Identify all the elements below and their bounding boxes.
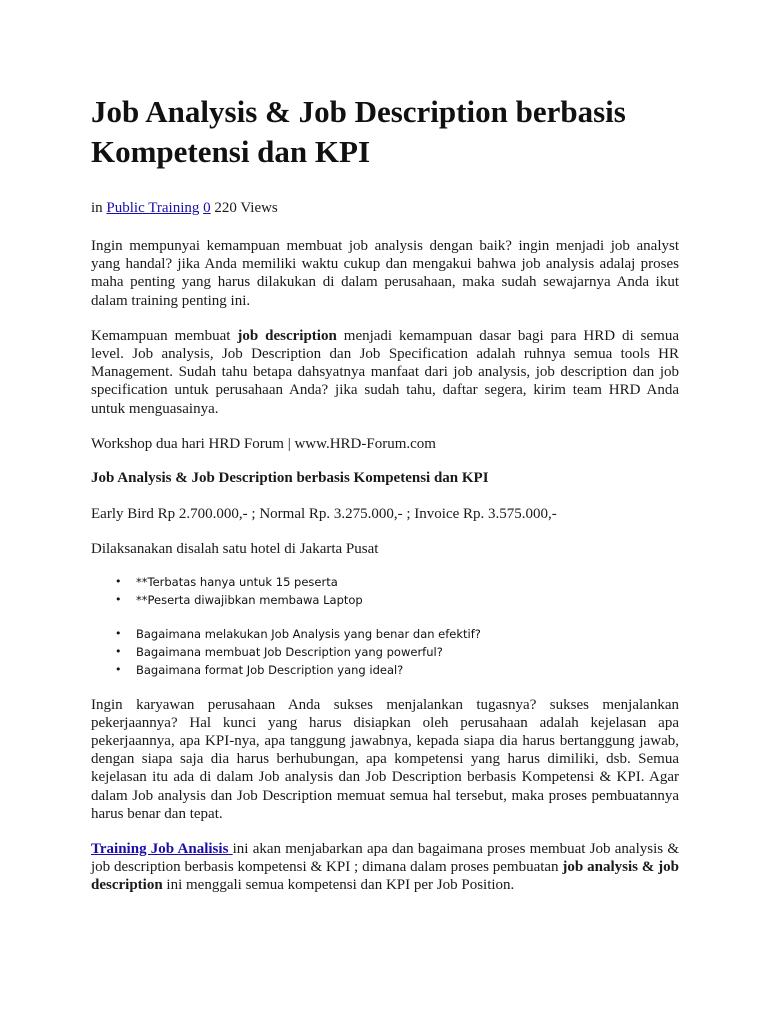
- bullet-icon: •: [115, 626, 122, 640]
- description-bold: job description: [237, 327, 337, 344]
- category-link[interactable]: Public Training: [106, 200, 200, 216]
- questions-list: [91, 625, 679, 679]
- location-line: Dilaksanakan disalah satu hotel di Jakarta Pusat: [91, 541, 379, 558]
- bullet-icon: •: [115, 574, 122, 588]
- list-item: [91, 643, 679, 661]
- notes-list: [91, 573, 679, 609]
- page-title: Job Analysis & Job Description berbasis Kompetensi dan KPI: [91, 94, 626, 169]
- closing-paragraph: [91, 840, 679, 895]
- meta-prefix: in: [91, 200, 103, 216]
- workshop-title: Job Analysis & Job Description berbasis Kompetensi dan KPI: [91, 470, 489, 487]
- workshop-line: Workshop dua hari HRD Forum | www.HRD-Forum.com: [91, 435, 436, 452]
- description-text-a: Kemampuan membuat: [91, 327, 238, 344]
- post-meta: [91, 199, 679, 217]
- closing-text-a: ini akan menjabarkan apa dan bagaimana proses membuat Job analysis & job description berbasis kompetensi & KPI ; dimana dalam proses pembuatan: [91, 841, 679, 876]
- description-paragraph: [91, 327, 679, 418]
- bullet-icon: •: [115, 662, 122, 676]
- views-count: 220 Views: [214, 200, 278, 216]
- list-item-text: Bagaimana membuat Job Description yang powerful?: [136, 644, 443, 659]
- intro-paragraph: Ingin mempunyai kemampuan membuat job analysis dengan baik? ingin menjadi job analyst yang handal? jika Anda memiliki waktu cukup dan mengakui bahwa job analysis adalaj proses maha penting yang harus dilakukan di dalam perusahaan, maka sudah sewajarnya Anda ikut dalam training penting ini.: [91, 238, 679, 309]
- description-text-b: menjadi kemampuan dasar bagi para HRD di semua level. Job analysis, Job Description dan Job Specification adalah ruhnya semua tools HR Management. Sudah tahu betapa dahsyatnya manfaat dari job analysis, job description dan job specification untuk perusahaan Anda? jika sudah tahu, daftar segera, kirim team HRD Anda untuk menguasainya.: [91, 327, 679, 417]
- comments-link[interactable]: 0: [203, 200, 211, 216]
- bullet-icon: •: [115, 592, 122, 606]
- closing-text-b: ini menggali semua kompetensi dan KPI per Job Position.: [162, 877, 515, 894]
- article: [91, 92, 679, 895]
- closing-bold: job analysis & job description: [91, 859, 679, 894]
- list-item-text: Bagaimana melakukan Job Analysis yang benar dan efektif?: [136, 626, 481, 641]
- list-item: [91, 573, 679, 591]
- pricing-line: Early Bird Rp 2.700.000,- ; Normal Rp. 3.275.000,- ; Invoice Rp. 3.575.000,-: [91, 506, 557, 523]
- list-item: [91, 625, 679, 643]
- list-item: [91, 591, 679, 609]
- list-item-text: **Peserta diwajibkan membawa Laptop: [136, 592, 363, 607]
- list-item: [91, 661, 679, 679]
- body-paragraph: Ingin karyawan perusahaan Anda sukses menjalankan tugasnya? sukses menjalankan pekerjaannya? Hal kunci yang harus disiapkan oleh perusahaan adalah kejelasan apa pekerjaannya, apa KPI-nya, apa tanggung jawabnya, kepada siapa dia harus bertanggung jawab, dengan siapa saja dia harus berhubungan, apa kompetensi yang harus dimiliki, dsb. Semua kejelasan itu ada di dalam Job analysis dan Job Description berbasis Kompetensi & KPI. Agar dalam Job analysis dan Job Description memuat semua hal tersebut, maka proses pembuatannya harus benar dan tepat.: [91, 696, 679, 822]
- training-job-analisis-link[interactable]: Training Job Analisis: [91, 841, 233, 858]
- bullet-icon: •: [115, 644, 122, 658]
- list-item-text: **Terbatas hanya untuk 15 peserta: [136, 574, 338, 589]
- list-item-text: Bagaimana format Job Description yang ideal?: [136, 662, 404, 677]
